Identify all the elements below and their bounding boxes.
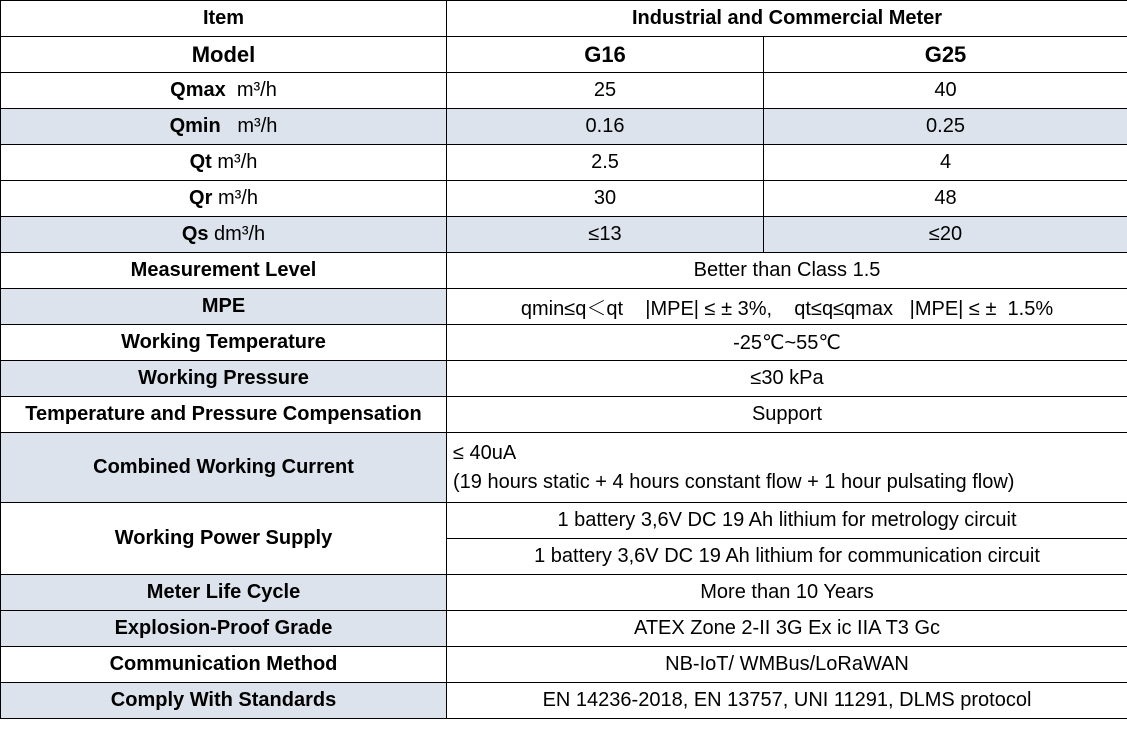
row-value: More than 10 Years	[447, 575, 1127, 611]
item-header: Item	[1, 1, 447, 37]
g16-value: 30	[447, 181, 764, 217]
g25-value: 40	[764, 73, 1127, 109]
row-label: Qr m³/h	[1, 181, 447, 217]
table-row	[1, 397, 1127, 433]
g16-value: 0.16	[447, 109, 764, 145]
row-label: Working Temperature	[1, 325, 447, 361]
row-label: Temperature and Pressure Compensation	[1, 397, 447, 433]
g16-value: 2.5	[447, 145, 764, 181]
row-label: MPE	[1, 289, 447, 325]
table-row	[1, 73, 1127, 109]
table-row	[1, 325, 1127, 361]
row-value: 1 battery 3,6V DC 19 Ah lithium for communication circuit	[447, 539, 1127, 575]
row-value: Better than Class 1.5	[447, 253, 1127, 289]
product-title: Industrial and Commercial Meter	[447, 1, 1127, 37]
model-g25: G25	[764, 37, 1127, 73]
current-line-1: ≤ 40uA	[453, 441, 517, 464]
row-value: ATEX Zone 2-II 3G Ex ic IIA T3 Gc	[447, 611, 1127, 647]
row-label: Qs dm³/h	[1, 217, 447, 253]
table-row	[1, 611, 1127, 647]
row-label: Qmin m³/h	[1, 109, 447, 145]
table-row	[1, 575, 1127, 611]
row-label: Qt m³/h	[1, 145, 447, 181]
table-row	[1, 253, 1127, 289]
row-value: EN 14236-2018, EN 13757, UNI 11291, DLMS protocol	[447, 683, 1127, 719]
row-label: Explosion-Proof Grade	[1, 611, 447, 647]
g25-value: 4	[764, 145, 1127, 181]
current-line-2: (19 hours static + 4 hours constant flow + 1 hour pulsating flow)	[453, 470, 1015, 493]
row-value: Support	[447, 397, 1127, 433]
table-row	[1, 433, 1127, 503]
row-value: -25℃~55℃	[447, 325, 1127, 361]
row-value	[447, 433, 1127, 503]
table-row	[1, 289, 1127, 325]
row-value: qmin≤q＜qt |MPE| ≤ ± 3%, qt≤q≤qmax |MPE| ≤ ± 1.5%	[447, 289, 1127, 325]
model-label: Model	[1, 37, 447, 73]
table-row	[1, 647, 1127, 683]
table-row	[1, 683, 1127, 719]
row-label: Working Pressure	[1, 361, 447, 397]
row-label: Comply With Standards	[1, 683, 447, 719]
row-value: 1 battery 3,6V DC 19 Ah lithium for metrology circuit	[447, 503, 1127, 539]
table-row	[1, 109, 1127, 145]
table-row	[1, 503, 1127, 539]
g25-value: 48	[764, 181, 1127, 217]
g16-value: 25	[447, 73, 764, 109]
row-label: Combined Working Current	[1, 433, 447, 503]
row-label: Meter Life Cycle	[1, 575, 447, 611]
g25-value: 0.25	[764, 109, 1127, 145]
model-g16: G16	[447, 37, 764, 73]
row-label: Working Power Supply	[1, 503, 447, 575]
g25-value: ≤20	[764, 217, 1127, 253]
row-label: Communication Method	[1, 647, 447, 683]
row-value: NB-IoT/ WMBus/LoRaWAN	[447, 647, 1127, 683]
table-row	[1, 217, 1127, 253]
header-row	[1, 1, 1127, 37]
table-row	[1, 181, 1127, 217]
table-row	[1, 145, 1127, 181]
row-label: Measurement Level	[1, 253, 447, 289]
table-row	[1, 361, 1127, 397]
g16-value: ≤13	[447, 217, 764, 253]
model-row	[1, 37, 1127, 73]
row-label: Qmax m³/h	[1, 73, 447, 109]
row-value: ≤30 kPa	[447, 361, 1127, 397]
